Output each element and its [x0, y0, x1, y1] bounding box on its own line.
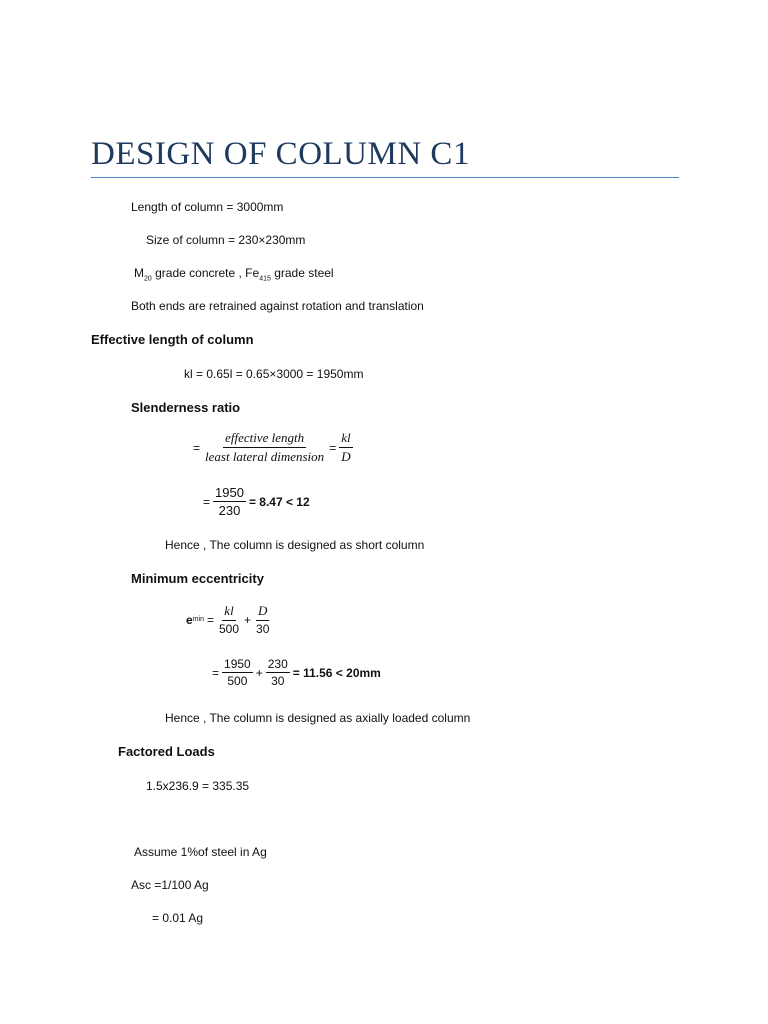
- numerator: 1950: [224, 657, 251, 671]
- m-sub: 20: [144, 275, 152, 283]
- asc-value-line: = 0.01 Ag: [152, 911, 204, 925]
- numerator: 230: [267, 657, 288, 671]
- denominator: 230: [218, 503, 241, 518]
- slenderness-result: = 8.47 < 12: [248, 494, 310, 509]
- factored-eq: 1.5x236.9 = 335.35: [146, 779, 250, 793]
- numerator: kl: [222, 603, 235, 621]
- title-divider: [91, 177, 679, 178]
- slenderness-heading: Slenderness ratio: [131, 400, 241, 415]
- plus: +: [255, 665, 263, 680]
- numerator: 1950: [215, 485, 244, 500]
- short-column-conclusion: Hence , The column is designed as short column: [165, 538, 425, 552]
- concrete-label: grade concrete , Fe: [151, 266, 260, 280]
- page-title: DESIGN OF COLUMN C1: [91, 136, 470, 172]
- denominator: 30: [271, 674, 285, 688]
- slenderness-value: [203, 485, 310, 518]
- numerator: effective length: [223, 430, 306, 448]
- eccentricity-formula: [186, 603, 274, 636]
- equals: =: [329, 440, 337, 455]
- equals: =: [206, 612, 214, 627]
- grade-line: [134, 266, 334, 282]
- fe-sub: 415: [259, 275, 271, 283]
- denominator: D: [341, 449, 351, 464]
- length-line: Length of column = 3000mm: [131, 200, 284, 214]
- asc-line: Asc =1/100 Ag: [131, 878, 209, 892]
- denominator: 500: [227, 674, 248, 688]
- equals: =: [193, 440, 201, 455]
- equals: =: [203, 494, 211, 509]
- m-label: M: [134, 266, 144, 280]
- eccentricity-heading: Minimum eccentricity: [131, 571, 264, 586]
- eccentricity-value: [212, 657, 381, 688]
- denominator: 30: [256, 622, 270, 636]
- factored-heading: Factored Loads: [118, 744, 215, 759]
- e-symbol: e: [186, 612, 193, 627]
- numerator: D: [256, 603, 269, 621]
- ends-line: Both ends are retrained against rotation and translation: [131, 299, 424, 313]
- e-sub: min: [192, 616, 204, 623]
- size-line: Size of column = 230×230mm: [146, 233, 306, 247]
- denominator: least lateral dimension: [205, 449, 325, 464]
- effective-eq: kl = 0.65l = 0.65×3000 = 1950mm: [184, 367, 364, 381]
- equals: =: [212, 665, 220, 680]
- denominator: 500: [218, 622, 240, 636]
- effective-heading: Effective length of column: [91, 332, 254, 347]
- eccentricity-result: = 11.56 < 20mm: [292, 665, 381, 680]
- numerator: kl: [339, 430, 352, 448]
- slenderness-formula: [193, 430, 356, 465]
- plus: +: [244, 612, 252, 627]
- axial-column-conclusion: Hence , The column is designed as axially loaded column: [165, 711, 471, 725]
- steel-label: grade steel: [270, 266, 334, 280]
- assume-line: Assume 1%of steel in Ag: [134, 845, 267, 859]
